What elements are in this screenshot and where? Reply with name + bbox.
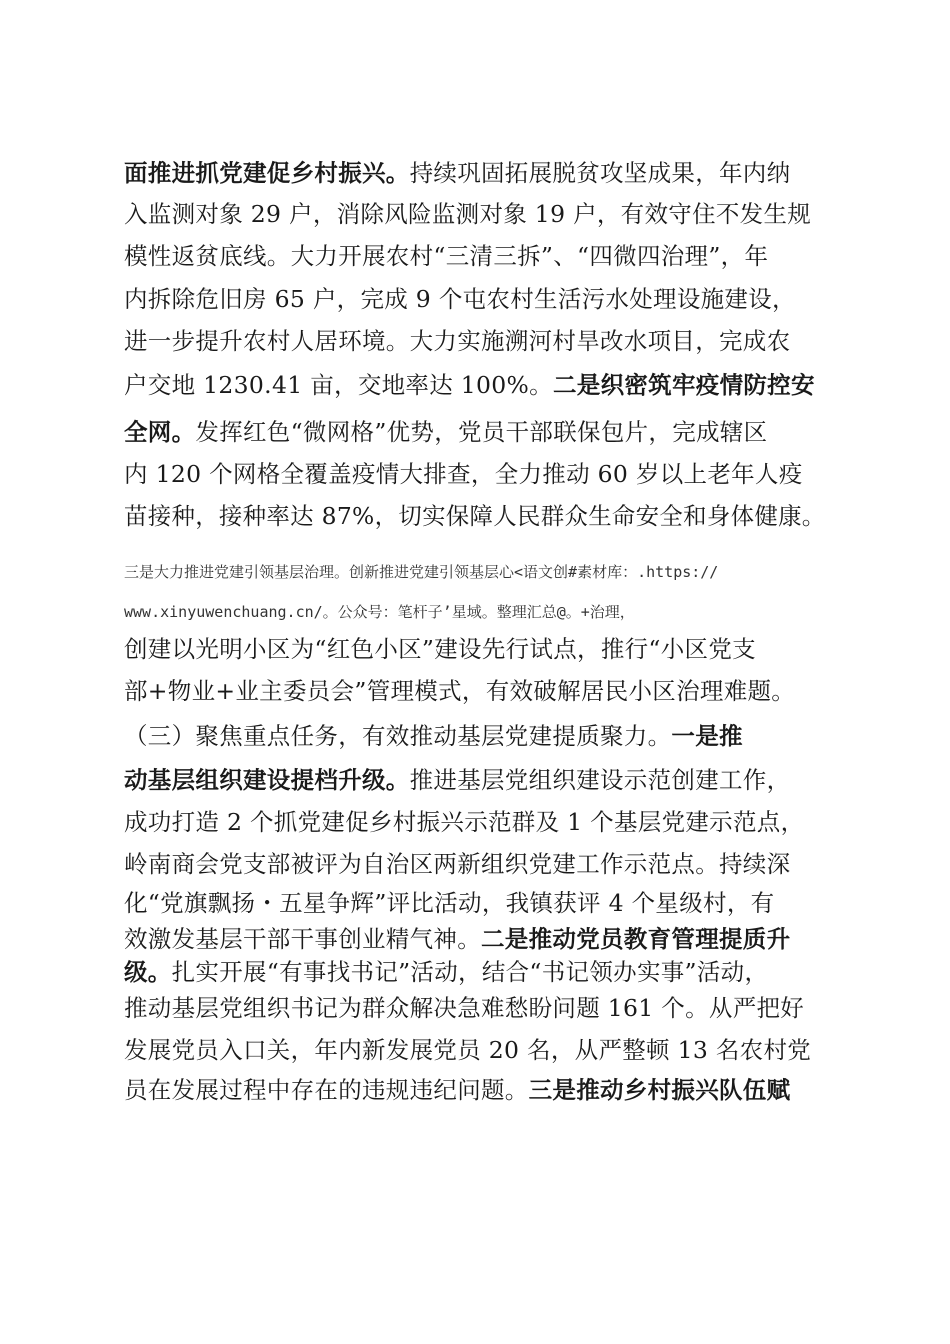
body-text: 创建以光明小区为“红色小区”建设先行试点，推行“小区党支 [124,635,756,663]
text-line [124,806,804,838]
text-line [124,325,790,357]
body-text: 内 120 个网格全覆盖疫情大排查，全力推动 60 岁以上老年人疫 [124,460,803,488]
section-heading: （三）聚焦重点任务，有效推动基层党建提质聚力。 [124,722,672,750]
text-line [124,923,790,955]
text-line [124,1074,790,1106]
body-text: 苗接种，接种率达 87%，切实保障人民群众生命安全和身体健康。 [124,502,826,530]
text-line [124,633,756,665]
bold-heading: 全网。 [124,418,196,446]
body-text: 户交地 1230.41 亩，交地率达 100%。 [124,371,553,399]
body-text: 内拆除危旧房 65 户，完成 9 个屯农村生活污水处理设施建设， [124,285,796,313]
body-text: 化“党旗飘扬・五星争辉”评比活动，我镇获评 4 个星级村，有 [124,889,775,917]
body-text: 发挥红色“微网格”优势，党员干部联保包片，完成辖区 [195,418,768,446]
body-text: 进一步提升农村人居环境。大力实施溯河村旱改水项目，完成农 [124,327,791,355]
text-line [124,992,804,1024]
bold-heading: 动基层组织建设提档升级。 [124,766,410,794]
bold-heading: 二是推动党员教育管理提质升 [481,925,791,953]
body-text: 发展党员入口关，年内新发展党员 20 名，从严整顿 13 名农村党 [124,1036,812,1064]
text-line [124,887,774,919]
body-text: 推进基层党组织建设示范创建工作， [409,766,791,794]
bold-heading: 一是推 [671,722,743,750]
text-line [124,500,826,532]
body-text: 员在发展过程中存在的违规违纪问题。 [124,1076,529,1104]
body-text: 持续巩固拓展脱贫攻坚成果，年内纳 [409,159,791,187]
body-text: 部+物业+业主委员会”管理模式，有效破解居民小区治理难题。 [124,677,796,705]
text-line [124,240,768,272]
text-line [124,369,815,401]
text-line [124,283,796,315]
bold-heading: 三是推动乡村振兴队伍赋 [528,1076,791,1104]
text-line [124,157,790,189]
text-line [124,675,795,707]
text-line [124,458,803,490]
body-text: 推动基层党组织书记为群众解决急难愁盼问题 161 个。从严把好 [124,994,805,1022]
text-line [124,956,768,988]
body-text: 岭南商会党支部被评为自治区两新组织党建工作示范点。持续深 [124,850,791,878]
body-text: 成功打造 2 个抓党建促乡村振兴示范群及 1 个基层党建示范点， [124,808,805,836]
text-line [124,1034,811,1066]
body-text: 入监测对象 29 户，消除风险监测对象 19 户，有效守住不发生规 [124,200,812,228]
text-line [124,416,767,448]
inserted-note-line: www.xinyuwenchuang.cn/。公众号：笔杆子’星域。整理汇总@。+治理， [124,603,635,621]
body-text: 模性返贫底线。大力开展农村“三清三拆”、“四微四治理”，年 [124,242,769,270]
body-text: 效激发基层干部干事创业精气神。 [124,925,481,953]
body-text: 扎实开展“有事找书记”活动，结合“书记领办实事”活动， [171,958,769,986]
bold-heading: 级。 [124,958,172,986]
inserted-note-line: 三是大力推进党建引领基层治理。创新推进党建引领基层心<语文创#素材库：.https:// [124,563,719,581]
bold-heading: 面推进抓党建促乡村振兴。 [124,159,410,187]
text-line [124,198,811,230]
text-line [124,848,790,880]
text-line [124,764,790,796]
text-line [124,720,743,752]
bold-heading: 二是织密筑牢疫情防控安 [552,371,815,399]
